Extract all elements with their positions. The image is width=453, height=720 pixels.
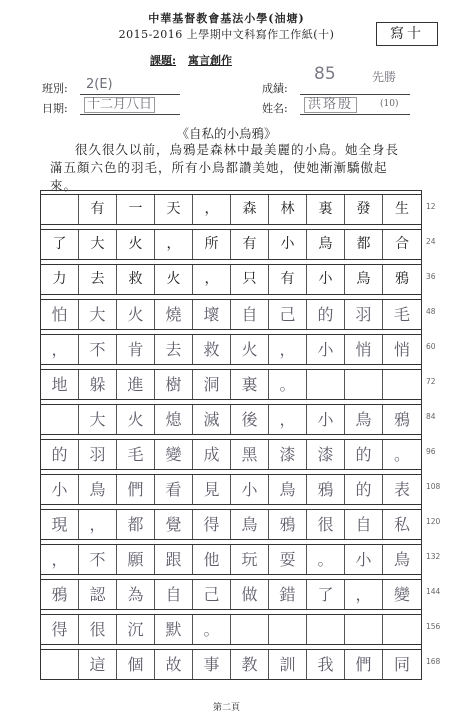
grid-cell: 事 [193,650,231,679]
grid-cell: 羽 [79,440,117,469]
grid-cell: 個 [117,650,155,679]
essay-title: 《自私的小烏鴉》 [176,126,277,141]
grid-cell: 洞 [193,370,231,399]
grid-cell: 的 [41,440,79,469]
char-count-marker: 60 [426,342,436,351]
grid-cell: 很 [307,510,345,539]
grid-cell: 鴉 [269,510,307,539]
grid-cell: 救 [117,265,155,294]
writing-grid [40,190,422,680]
grid-cell: 現 [41,510,79,539]
grid-cell: ， [79,510,117,539]
grid-cell: 自 [155,580,193,609]
grid-row [41,544,421,575]
grid-cell: 黑 [231,440,269,469]
char-count-marker: 144 [426,587,441,596]
grid-cell [231,615,269,644]
date-value: 十二月八日 [84,97,155,113]
grid-cell: 去 [155,335,193,364]
grid-cell: 做 [231,580,269,609]
grade-note: 先勝 [372,70,397,84]
date-field [80,98,180,115]
grade-label: 成績: [262,82,288,95]
grid-cell: 大 [79,230,117,259]
grid-row [41,264,421,295]
grid-cell: 鴉 [395,271,409,287]
grid-cell: 肯 [117,335,155,364]
grid-cell: 沉 [117,615,155,644]
grid-cell: 己 [269,300,307,329]
grid-cell: 漆 [269,440,307,469]
char-count-marker: 96 [426,447,436,456]
grid-cell [345,370,383,399]
grid-cell: 的 [345,440,383,469]
grid-cell: 了 [41,230,79,259]
grid-cell: 小 [231,475,269,504]
grid-cell: 都 [345,230,383,259]
grid-row [41,299,421,330]
grid-cell: 怕 [41,300,79,329]
grid-cell: 自 [231,300,269,329]
grid-cell: 力 [41,265,79,294]
grid-cell: 樹 [155,370,193,399]
grid-cell: 救 [193,335,231,364]
grid-cell [307,615,345,644]
grid-cell: 自 [345,510,383,539]
grid-cell [41,195,79,224]
grid-cell: 。 [269,370,307,399]
grid-cell: 耍 [269,545,307,574]
grid-cell: 跟 [155,545,193,574]
name-label: 姓名: [262,102,288,115]
topic-value: 寓言創作 [188,54,232,67]
grid-cell: 的 [345,475,383,504]
grid-cell: 鴉 [393,410,410,429]
grid-cell: 的 [307,300,345,329]
grid-cell: 小 [345,545,383,574]
grid-cell: ， [345,580,383,609]
grid-cell: 願 [117,545,155,574]
class-value: 2(E) [86,77,113,92]
class-field [80,78,180,95]
grid-cell: 很 [79,615,117,644]
char-count-marker: 72 [426,377,436,386]
grid-cell [269,615,307,644]
grid-cell: 錯 [269,580,307,609]
grid-cell: ， [155,230,193,259]
grid-cell: 們 [345,650,383,679]
grid-cell: 火 [117,300,155,329]
grid-cell: 只 [231,265,269,294]
grid-cell: 鳥 [269,475,307,504]
grid-cell: 有 [231,230,269,259]
grid-cell: 毛 [117,440,155,469]
grid-cell: 壞 [193,300,231,329]
name-number: (10) [380,99,399,109]
char-count-marker: 168 [426,657,441,666]
grid-cell: 默 [155,615,193,644]
date-label: 日期: [42,102,68,115]
grid-cell: 一 [117,195,155,224]
grid-cell: 後 [231,405,269,434]
grid-row [41,369,421,400]
grid-cell: 成 [193,440,231,469]
grid-cell: 他 [193,545,231,574]
grid-cell [41,405,79,434]
grid-cell: 毛 [393,305,410,324]
grid-row [41,334,421,365]
grid-cell [383,370,421,399]
grid-cell: 地 [41,370,79,399]
grid-cell: 天 [155,195,193,224]
grid-cell: 躲 [79,370,117,399]
grid-cell: 小 [307,265,345,294]
grid-row [41,579,421,610]
name-value: 洪珞殷 [304,97,357,113]
grid-cell: 。 [393,445,410,464]
class-label: 班別: [42,82,68,95]
grid-cell: 小 [269,230,307,259]
grid-cell: 不 [79,545,117,574]
grid-cell: 火 [117,230,155,259]
grid-cell: 進 [117,370,155,399]
grid-cell: 大 [79,405,117,434]
grid-cell: 合 [395,236,409,252]
grid-cell: ， [269,335,307,364]
grid-cell: 變 [393,585,410,604]
grid-cell: 見 [193,475,231,504]
grid-cell: 故 [155,650,193,679]
char-count-marker: 156 [426,622,441,631]
grid-cell: 看 [155,475,193,504]
grid-cell: 火 [155,265,193,294]
grid-cell: 裏 [231,370,269,399]
grid-cell: 這 [79,650,117,679]
grid-cell: 鳥 [393,550,410,569]
grid-cell: 了 [307,580,345,609]
grid-cell: 鳥 [231,510,269,539]
grid-cell: 們 [117,475,155,504]
grid-cell: 漆 [307,440,345,469]
grid-cell: 林 [269,195,307,224]
grid-row [41,649,421,680]
grid-cell: 裏 [307,195,345,224]
grid-cell: ， [193,195,231,224]
grid-row [41,194,421,225]
grid-cell: 大 [79,300,117,329]
grid-cell: 燒 [155,300,193,329]
grid-cell [345,615,383,644]
worksheet-title: 2015-2016 上學期中文科寫作工作紙(十) [118,28,335,41]
grid-cell: 小 [307,335,345,364]
grid-cell: 。 [193,615,231,644]
grid-cell: 。 [307,545,345,574]
char-count-marker: 132 [426,552,441,561]
grid-row [41,229,421,260]
worksheet-code-box: 寫十 [376,22,438,46]
grid-cell: 不 [79,335,117,364]
grid-row [41,404,421,435]
grid-cell [307,370,345,399]
grid-cell: 私 [393,515,410,534]
grid-cell: 火 [231,335,269,364]
grid-cell: 森 [231,195,269,224]
grid-cell: 變 [155,440,193,469]
grid-cell: 有 [79,195,117,224]
char-count-marker: 108 [426,482,441,491]
grid-cell: 火 [117,405,155,434]
grid-cell: 滅 [193,405,231,434]
grid-cell: 表 [393,480,410,499]
grid-cell: 有 [269,265,307,294]
grid-cell: 鴉 [307,475,345,504]
char-count-marker: 48 [426,307,436,316]
grid-cell: 同 [393,655,410,674]
grid-cell: 為 [117,580,155,609]
grid-cell: 得 [193,510,231,539]
char-count-marker: 84 [426,412,436,421]
grid-cell: 小 [307,405,345,434]
grid-cell: 小 [41,475,79,504]
grid-cell [383,615,421,644]
grid-cell: 鳥 [345,405,383,434]
grid-cell: 所 [193,230,231,259]
grid-cell: 鳥 [307,230,345,259]
grid-cell: 認 [79,580,117,609]
grid-cell: 得 [41,615,79,644]
grid-row [41,439,421,470]
grid-cell: 去 [79,265,117,294]
grid-cell: 我 [307,650,345,679]
grid-cell: 都 [117,510,155,539]
char-count-marker: 24 [426,237,436,246]
grid-cell: 己 [193,580,231,609]
grid-cell: ， [41,335,79,364]
grid-cell: 玩 [231,545,269,574]
grid-cell: 悄 [393,340,410,359]
topic-label: 課題: [150,54,177,67]
grade-value: 85 [314,64,336,84]
grid-cell: ， [269,405,307,434]
grid-cell: 鳥 [79,475,117,504]
char-count-marker: 120 [426,517,441,526]
grid-cell: 生 [395,201,409,217]
grid-cell [41,650,79,679]
grid-row [41,509,421,540]
page-number: 第二頁 [212,703,240,713]
grid-row [41,474,421,505]
grid-cell: 羽 [345,300,383,329]
grid-cell: 發 [345,195,383,224]
name-field [300,98,410,115]
school-name: 中華基督教會基法小學(油塘) [148,12,305,25]
char-count-marker: 12 [426,202,436,211]
grid-row [41,614,421,645]
grade-field [300,64,410,95]
grid-cell: 教 [231,650,269,679]
grid-cell: 訓 [269,650,307,679]
char-count-marker: 36 [426,272,436,281]
essay-preamble: 很久很久以前，烏鴉是森林中最美麗的小鳥。她全身長滿五顏六色的羽毛，所有小鳥都讚美她，使她漸漸驕傲起來。 [50,142,400,193]
grid-cell: ， [41,545,79,574]
grid-cell: 悄 [345,335,383,364]
grid-cell: 鳥 [345,265,383,294]
grid-cell: 覺 [155,510,193,539]
grid-cell: ， [193,265,231,294]
grid-cell: 鴉 [41,580,79,609]
grid-cell: 熄 [155,405,193,434]
